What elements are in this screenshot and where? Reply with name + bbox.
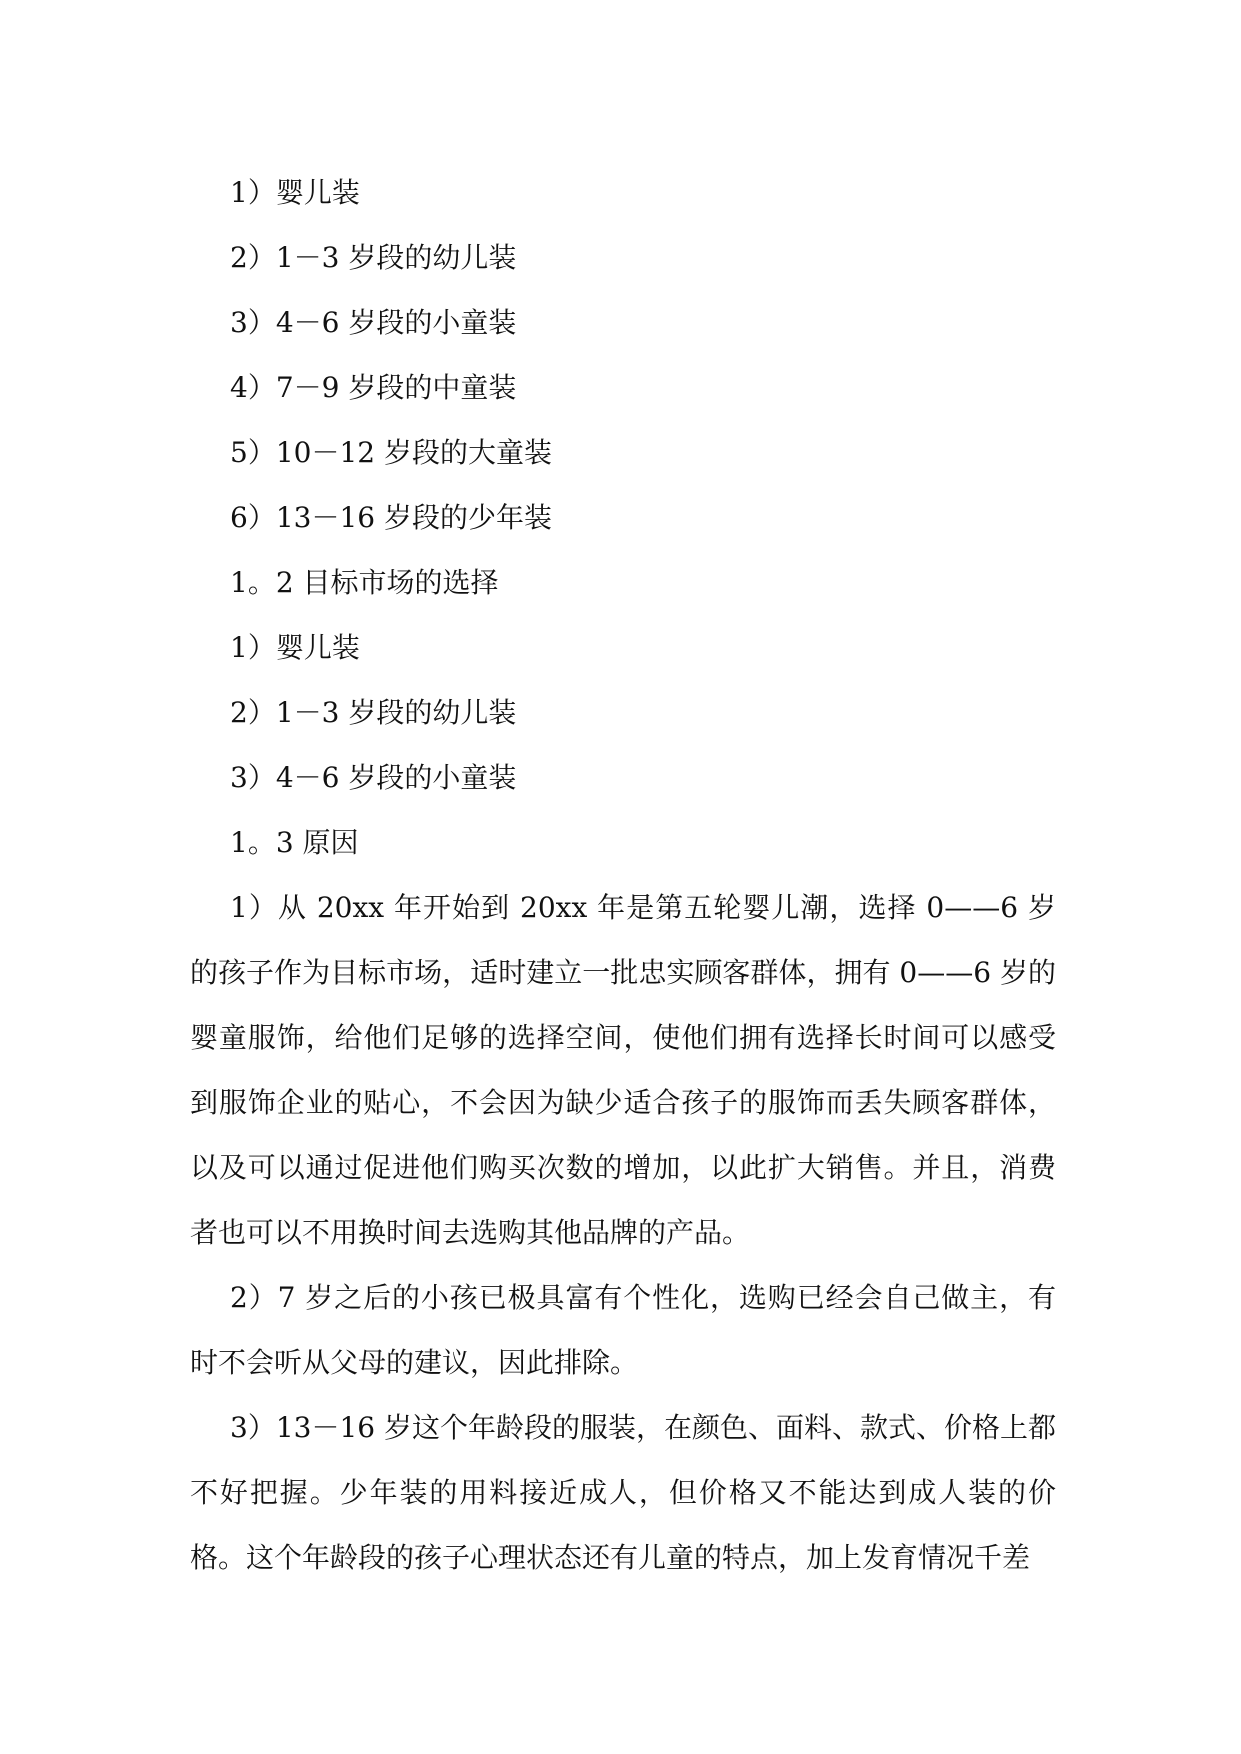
paragraph-reason-3: 3）13－16 岁这个年龄段的服装，在颜色、面料、款式、价格上都不好把握。少年装的用料接近成人，但价格又不能达到成人装的价格。这个年龄段的孩子心理状态还有儿童的特点，加上发育情况千差 (190, 1411, 1056, 1574)
section-heading-reasons: 1。3 原因 (230, 826, 359, 859)
section-heading-target-market: 1。2 目标市场的选择 (230, 566, 499, 599)
list-item: 2）1－3 岁段的幼儿装 (230, 241, 517, 274)
list-item: 4）7－9 岁段的中童装 (230, 371, 517, 404)
list-item: 5）10－12 岁段的大童装 (230, 436, 552, 469)
list-item: 1）婴儿装 (230, 176, 360, 209)
list-item: 6）13－16 岁段的少年装 (230, 501, 552, 534)
paragraph-reason-1: 1）从 20xx 年开始到 20xx 年是第五轮婴儿潮，选择 0——6 岁的孩子作为目标市场，适时建立一批忠实顾客群体，拥有 0——6 岁的婴童服饰，给他们足够的选择空间，使他们拥有选择长时间可以感受到服饰企业的贴心，不会因为缺少适合孩子的服饰而丢失顾客群体，以及可以通过促进他们购买次数的增加，以此扩大销售。并且，消费者也可以不用换时间去选购其他品牌的产品。 (190, 891, 1056, 1249)
document-body (190, 160, 1056, 1590)
list-item: 3）4－6 岁段的小童装 (230, 306, 517, 339)
list-item: 3）4－6 岁段的小童装 (230, 761, 517, 794)
list-item: 2）1－3 岁段的幼儿装 (230, 696, 517, 729)
paragraph-reason-2: 2）7 岁之后的小孩已极具富有个性化，选购已经会自己做主，有时不会听从父母的建议，因此排除。 (190, 1281, 1056, 1379)
list-item: 1）婴儿装 (230, 631, 360, 664)
